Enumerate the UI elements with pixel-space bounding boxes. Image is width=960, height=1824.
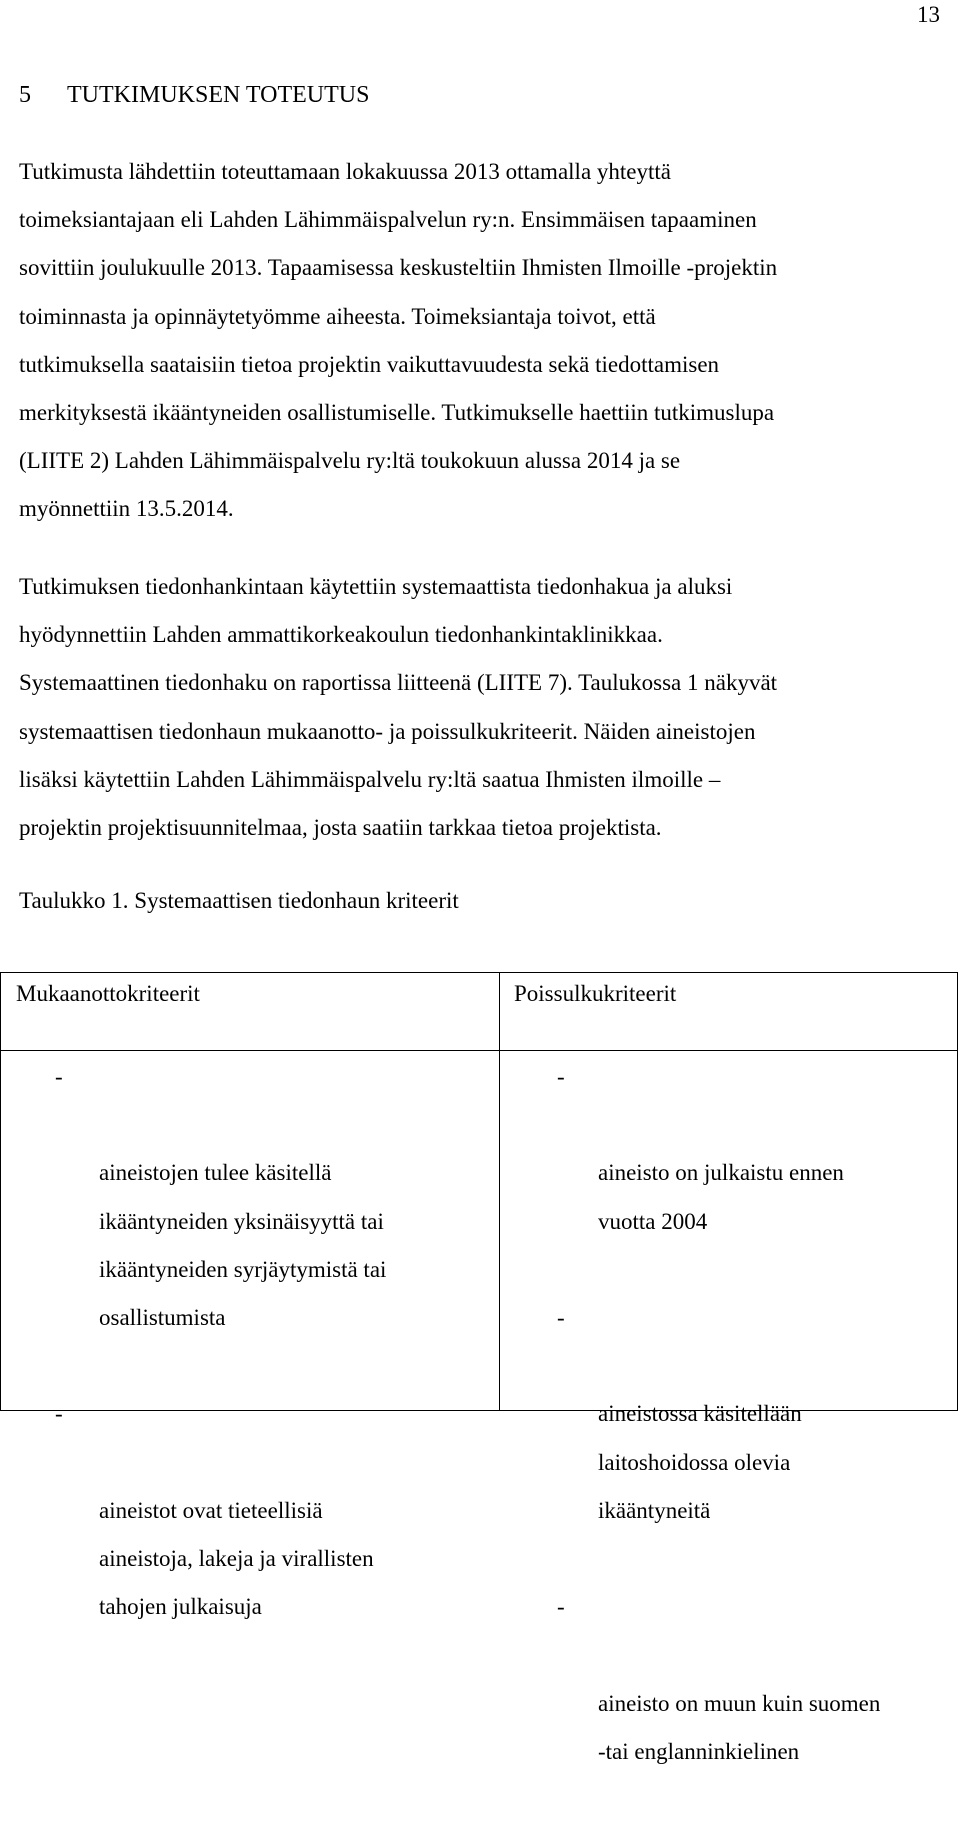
inclusion-criteria-header: Mukaanottokriteerit	[1, 973, 500, 1051]
table-body-row	[1, 1051, 958, 1411]
list-bullet: -	[557, 1305, 565, 1331]
exclusion-criterion	[500, 1583, 957, 1824]
section-title: TUTKIMUKSEN TOTEUTUS	[67, 82, 370, 108]
paragraph-information-retrieval: Tutkimuksen tiedonhankintaan käytettiin systemaattista tiedonhakua ja aluksi hyödynnettiin Lahden ammattikorkeakoulun tiedonhankintaklinikkaa. Systemaattinen tiedonhaku on raportissa liitteenä (LIITE 7). Taulukossa 1 näkyvät systemaattisen tiedonhaun mukaanotto- ja poissulkukriteerit. Näiden aineistojen lisäksi käytettiin Lahden Lähimmäispalvelu ry:ltä saatua Ihmisten ilmoille – projektin projektisuunnitelmaa, josta saatiin tarkkaa tietoa projektista.	[19, 574, 778, 841]
list-bullet: -	[55, 1064, 63, 1089]
list-bullet: -	[55, 1401, 63, 1427]
list-bullet: -	[557, 1064, 565, 1089]
exclusion-criteria-header: Poissulkukriteerit	[500, 973, 958, 1051]
page-number: 13	[917, 2, 940, 27]
table-caption: Taulukko 1. Systemaattisen tiedonhaun kriteerit	[19, 888, 459, 913]
inclusion-criterion	[1, 1390, 499, 1679]
table-header-row	[1, 973, 958, 1051]
exclusion-criterion-text: aineisto on julkaistu ennen vuotta 2004	[598, 1160, 844, 1234]
exclusion-criterion-text: aineistossa käsitellään laitoshoidossa olevia ikääntyneitä	[598, 1401, 802, 1523]
section-number: 5	[19, 82, 31, 108]
inclusion-criterion-text: aineistot ovat tieteellisiä aineistoja, lakeja ja virallisten tahojen julkaisuja	[99, 1497, 374, 1620]
exclusion-criterion	[500, 1294, 957, 1583]
exclusion-criteria-list	[500, 1053, 957, 1824]
section-heading	[19, 82, 369, 109]
inclusion-criterion-text: aineistojen tulee käsitellä ikääntyneiden yksinäisyyttä tai ikääntyneiden syrjäytymistä tai osallistumista	[99, 1160, 387, 1331]
exclusion-criterion-text: aineisto on muun kuin suomen -tai englanninkielinen	[598, 1690, 881, 1764]
inclusion-criterion	[1, 1053, 499, 1390]
inclusion-criteria-list	[1, 1053, 499, 1680]
criteria-table	[0, 972, 958, 1764]
paragraph-implementation: Tutkimusta lähdettiin toteuttamaan lokakuussa 2013 ottamalla yhteyttä toimeksiantajaan eli Lahden Lähimmäispalvelun ry:n. Ensimmäisen tapaaminen sovittiin joulukuulle 2013. Tapaamisessa keskusteltiin Ihmisten Ilmoille -projektin toiminnasta ja opinnäytetyömme aiheesta. Toimeksiantaja toivot, että tutkimuksella saataisiin tietoa projektin vaikuttavuudesta sekä tiedottamisen merkityksestä ikääntyneiden osallistumiselle. Tutkimukselle haettiin tutkimuslupa (LIITE 2) Lahden Lähimmäispalvelu ry:ltä toukokuun alussa 2014 ja se myönnettiin 13.5.2014.	[19, 159, 778, 522]
exclusion-criterion	[500, 1053, 957, 1294]
list-bullet: -	[557, 1594, 565, 1620]
exclusion-criteria-cell	[500, 1051, 958, 1764]
inclusion-criteria-cell	[1, 1051, 500, 1620]
